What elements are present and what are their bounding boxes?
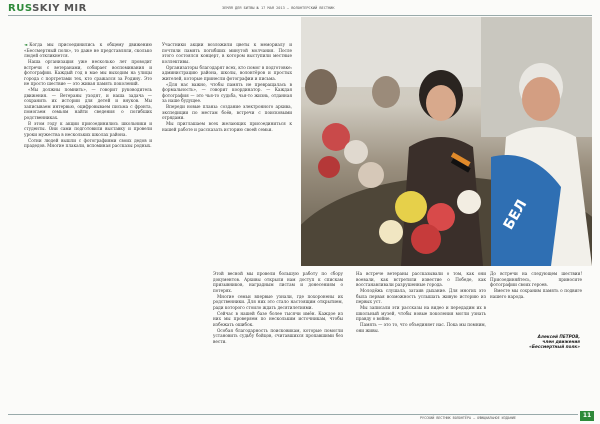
article-column-5 xyxy=(490,271,582,331)
paragraph: Мы записали эти рассказы на видео и передадим их в школьный музей, чтобы новые поколения могли узнать правду о войне. xyxy=(356,305,486,322)
paragraph: Память — это то, что объединяет нас. Пока мы помним, они живы. xyxy=(356,322,486,333)
paragraph: На встрече ветераны рассказывали о том, как они воевали, как встретили известие о Победе, как восстанавливали разрушенные города. xyxy=(356,271,486,287)
event-photo xyxy=(301,17,592,266)
paragraph: Молодёжь слушала, затаив дыхание. Для многих это была первая возможность услышать живую историю из первых уст. xyxy=(356,288,486,305)
paragraph: Мы приглашаем всех желающих присоединиться к нашей работе и рассказать историю своей семьи. xyxy=(162,121,292,132)
paragraph: Участники акции возложили цветы к мемориалу и почтили память погибших минутой молчания. После этого состоялся концерт, в котором выступили местные коллективы. xyxy=(162,42,292,64)
svg-text:БЕЛ: БЕЛ xyxy=(500,197,531,233)
paragraph: Сейчас в нашей базе более тысячи имён. Каждое из них мы проверяем по нескольким источникам, чтобы избежать ошибок. xyxy=(213,310,343,327)
paragraph: В этом году к акции присоединились школьники и студенты. Они сами подготовили выставку и провели уроки мужества в нескольких школах района. xyxy=(24,120,152,137)
paragraph: Организаторы благодарят всех, кто помог в подготовке: администрацию района, школы, волонтёров и простых жителей, которые принесли фотографии и письма. xyxy=(162,64,292,81)
signature-org: «Бессмертный полк» xyxy=(529,344,580,350)
paragraph: Впереди новые планы: создание электронного архива, экспедиции по местам боёв, встречи с поисковыми отрядами. xyxy=(162,104,292,121)
paragraph xyxy=(24,42,152,59)
signature-role: член движения xyxy=(542,339,580,345)
paragraph: До встречи на следующем шествии! Присоединяйтесь, приносите фотографии своих героев. xyxy=(490,271,582,287)
article-column-3 xyxy=(213,271,343,413)
paragraph-text: Когда мы присоединились к общему движению «Бессмертный полк», то даже не представляли, сколько людей откликнется. xyxy=(24,42,152,58)
paragraph: Сотни людей вышли с фотографиями своих дедов и прадедов. Многие плакали, вспоминая рассказы родных. xyxy=(24,137,152,149)
article-column-1 xyxy=(24,42,152,268)
paragraph: Многие семьи впервые узнали, где похоронены их родственники. Для них это стало настоящим открытием, ради которого стоило ждать десятилетиями. xyxy=(213,293,343,310)
magazine-brand-logo xyxy=(8,3,87,14)
paragraph: Этой весной мы провели большую работу по сбору документов. Архивы открыли нам доступ к спискам призывников, наградным листам и донесениям о потерях. xyxy=(213,271,343,293)
article-column-2 xyxy=(162,42,292,268)
paragraph: Вместе мы сохраним память о подвиге нашего народа. xyxy=(490,288,582,299)
signature-name: Алексей ПЕТРОВ, xyxy=(537,334,580,339)
paragraph: Наша организация уже несколько лет проводит встречи с ветеранами, собирает воспоминания и фотографии. Каждый год в мае мы выходим на улицы города с портретами тех, кто сражался за Родину. Это не просто шествие — это живая память поколений. xyxy=(24,59,152,87)
brand-part2: SKIY MIR xyxy=(32,3,87,14)
article-column-4 xyxy=(356,271,486,413)
brand-part1: RUS xyxy=(8,3,33,14)
author-signature xyxy=(500,334,580,350)
paragraph: «Мы должны помнить», — говорит руководитель движения. — Ветераны уходят, и наша задача — сохранить их истории для детей и внуков. Мы записываем интервью, оцифровываем письма с фронта, помогаем семьям найти сведения о погибших родственниках. xyxy=(24,87,152,120)
footer-text: РУССКИЙ ВЕСТНИК ВОЛОНТЁРА — ОФИЦИАЛЬНОЕ ИЗДАНИЕ xyxy=(420,416,516,420)
footer-rule xyxy=(8,414,578,415)
photo-illustration xyxy=(301,17,592,266)
page-number: 11 xyxy=(580,411,594,421)
paragraph-bullet-icon: ◄ xyxy=(24,42,28,47)
paragraph: «Для нас важно, чтобы память не превращалась в формальность», — говорит координатор. — Каждая фотография — это чья-то судьба, чья-то жизнь, отданная за наше будущее. xyxy=(162,81,292,104)
issue-line: ЗЕМЛЯ ДЛЯ БИТВЫ № 17 МАЯ 2013 — ВОЛОНТЕРСКИЙ ВЕСТНИК xyxy=(222,6,335,10)
header-rule xyxy=(8,15,592,16)
paragraph: Особая благодарность поисковикам, которые помогли установить судьбу бойцов, считавшихся пропавшими без вести. xyxy=(213,327,343,344)
